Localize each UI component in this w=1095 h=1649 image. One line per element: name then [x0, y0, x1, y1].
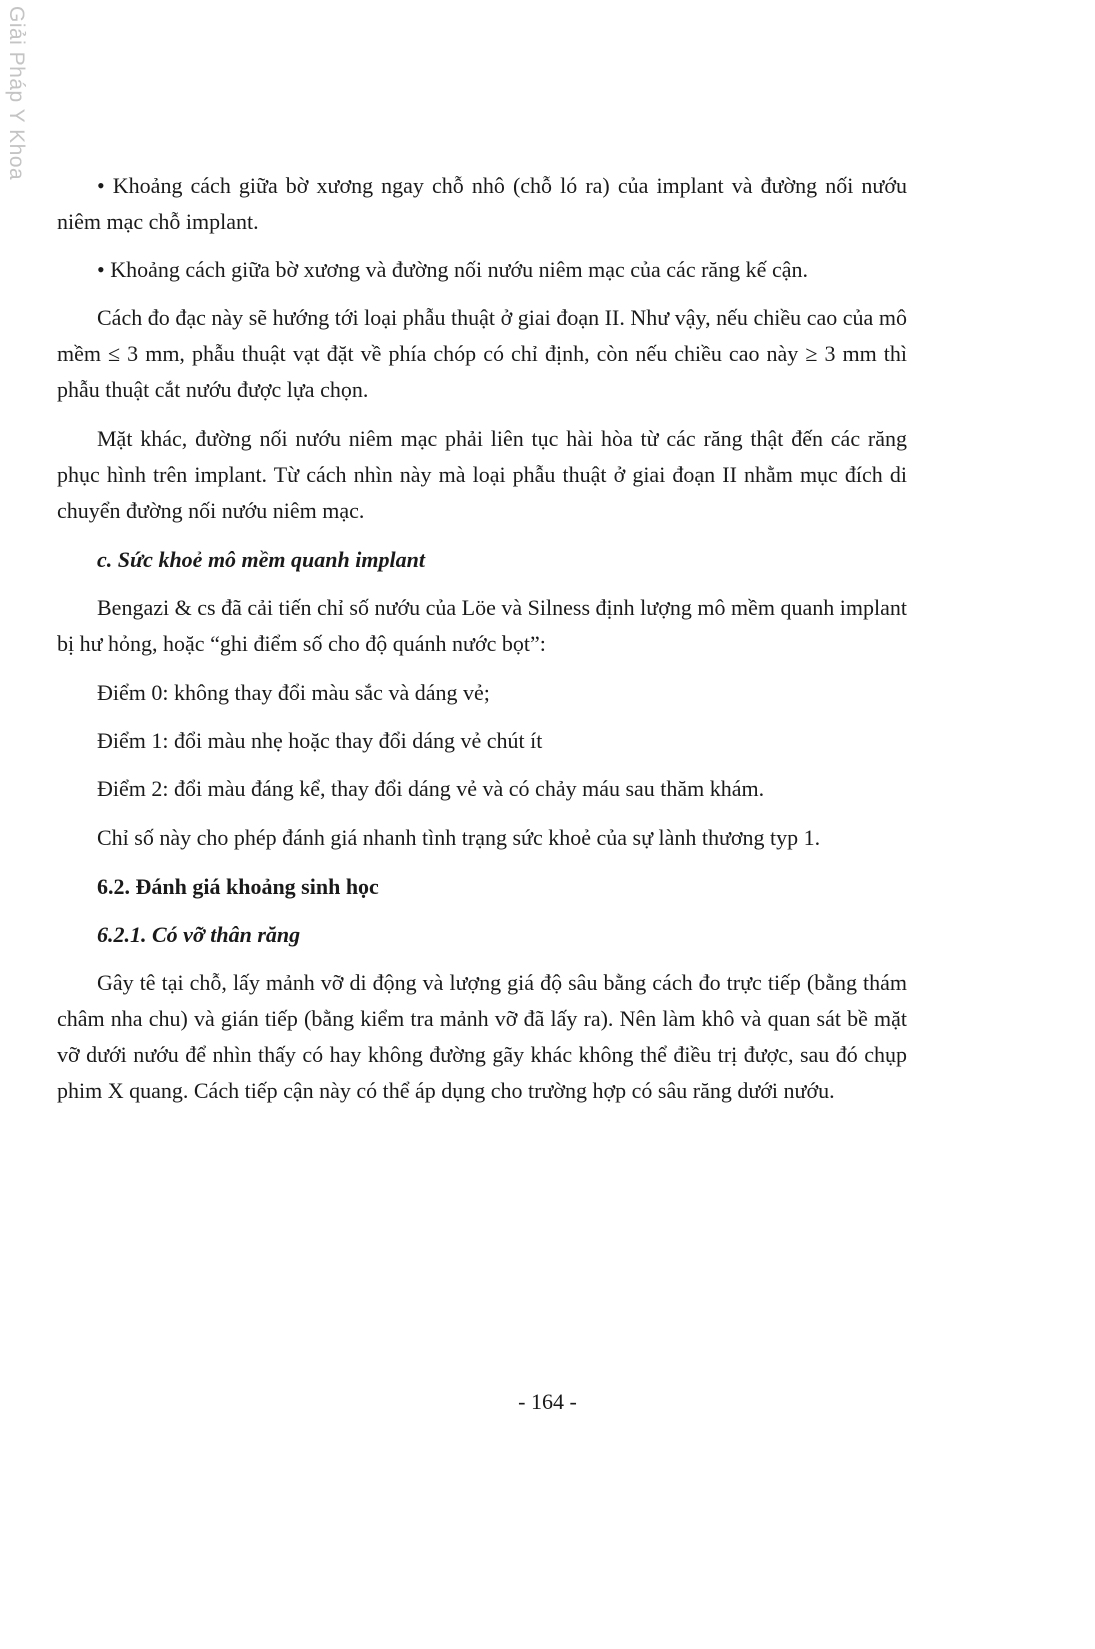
bullet-item: • Khoảng cách giữa bờ xương ngay chỗ nhô (chỗ ló ra) của implant và đường nối nướu niêm mạc chỗ implant.	[57, 173, 907, 234]
paragraph: Chỉ số này cho phép đánh giá nhanh tình trạng sức khoẻ của sự lành thương typ 1.	[97, 825, 821, 850]
section-heading: c. Sức khoẻ mô mềm quanh implant	[97, 547, 425, 572]
bullet-item: • Khoảng cách giữa bờ xương và đường nối nướu niêm mạc của các răng kế cận.	[97, 257, 808, 282]
paragraph: Bengazi & cs đã cải tiến chỉ số nướu của Löe và Silness định lượng mô mềm quanh implant bị hư hỏng, hoặc “ghi điểm số cho độ quánh nước bọt”:	[57, 595, 907, 656]
section-heading: 6.2. Đánh giá khoảng sinh học	[97, 874, 379, 899]
score-item: Điểm 0: không thay đổi màu sắc và dáng vẻ;	[97, 680, 490, 705]
paragraph: Cách đo đạc này sẽ hướng tới loại phẫu thuật ở giai đoạn II. Như vậy, nếu chiều cao của mô mềm ≤ 3 mm, phẫu thuật vạt đặt về phía chóp có chỉ định, còn nếu chiều cao này ≥ 3 mm thì phẫu thuật cắt nướu được lựa chọn.	[57, 305, 907, 402]
watermark: Giải Pháp Y Khoa	[5, 6, 28, 181]
paragraph: Gây tê tại chỗ, lấy mảnh vỡ di động và lượng giá độ sâu bằng cách đo trực tiếp (bằng thám châm nha chu) và gián tiếp (bằng kiểm tra mảnh vỡ đã lấy ra). Nên làm khô và quan sát bề mặt vỡ dưới nướu để nhìn thấy có hay không đường gãy khác không thể điều trị được, sau đó chụp phim X quang. Cách tiếp cận này có thể áp dụng cho trường hợp có sâu răng dưới nướu.	[57, 970, 907, 1103]
paragraph: Mặt khác, đường nối nướu niêm mạc phải liên tục hài hòa từ các răng thật đến các răng phục hình trên implant. Từ cách nhìn này mà loại phẫu thuật ở giai đoạn II nhằm mục đích di chuyển đường nối nướu niêm mạc.	[57, 426, 907, 523]
page-number: - 164 -	[518, 1389, 577, 1414]
score-item: Điểm 2: đổi màu đáng kể, thay đổi dáng vẻ và có chảy máu sau thăm khám.	[97, 776, 765, 801]
score-item: Điểm 1: đổi màu nhẹ hoặc thay đổi dáng vẻ chút ít	[97, 728, 543, 753]
subsection-heading: 6.2.1. Có vỡ thân răng	[97, 922, 301, 947]
page-body	[57, 168, 907, 1122]
